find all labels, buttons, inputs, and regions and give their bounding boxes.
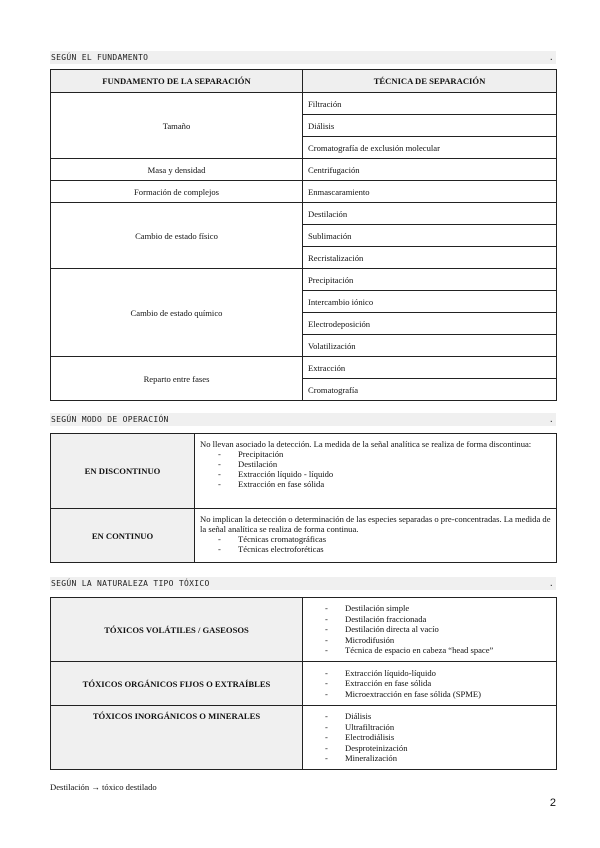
tipo-cell: TÓXICOS INORGÁNICOS O MINERALES (51, 706, 303, 770)
column-header-fundamento: FUNDAMENTO DE LA SEPARACIÓN (51, 70, 303, 93)
tipo-cell: TÓXICOS VOLÁTILES / GASEOSOS (51, 598, 303, 662)
list-item: - Destilación directa al vacío (325, 624, 551, 634)
list-item: - Destilación fraccionada (325, 614, 551, 624)
item-list (218, 449, 551, 489)
list-item: - Ultrafiltración (325, 722, 551, 732)
fundamento-cell: Reparto entre fases (51, 357, 303, 401)
descripcion-text: No implican la detección o determinación de las especies separadas o pre-concentradas. La medida de la señal analítica se realiza de forma continua. (200, 514, 551, 534)
tecnicas-cell (303, 662, 557, 706)
descripcion-cell (195, 509, 557, 563)
section-title: SEGÚN LA NATURALEZA TIPO TÓXICO (51, 579, 210, 588)
tecnica-cell: Filtración (303, 93, 557, 115)
list-item: - Extracción líquido-líquido (325, 668, 551, 678)
table-row (51, 203, 557, 225)
table-row (51, 357, 557, 379)
descripcion-cell (195, 434, 557, 509)
list-item: - Técnicas cromatográficas (218, 534, 551, 544)
tecnica-cell: Recristalización (303, 247, 557, 269)
tecnica-cell: Diálisis (303, 115, 557, 137)
list-item: - Destilación (218, 459, 551, 469)
list-item: - Extracción líquido - líquido (218, 469, 551, 479)
section-header-modo-operacion (50, 413, 556, 426)
item-list (218, 534, 551, 554)
tipo-cell: TÓXICOS ORGÁNICOS FIJOS O EXTRAÍBLES (51, 662, 303, 706)
tecnica-cell: Intercambio iónico (303, 291, 557, 313)
fundamento-cell: Tamaño (51, 93, 303, 159)
tecnica-cell: Precipitación (303, 269, 557, 291)
tecnicas-cell (303, 598, 557, 662)
table-row (51, 181, 557, 203)
fundamento-cell: Cambio de estado químico (51, 269, 303, 357)
tecnicas-cell (303, 706, 557, 770)
list-item: - Extracción en fase sólida (218, 479, 551, 489)
page-number: 2 (549, 797, 556, 809)
descripcion-text: No llevan asociado la detección. La medida de la señal analítica se realiza de forma discontinua: (200, 439, 532, 449)
section-header-fundamento (50, 51, 556, 64)
list-item: - Técnicas electroforéticas (218, 544, 551, 554)
section-dot: . (548, 53, 554, 62)
section-dot: . (548, 579, 554, 588)
list-item: - Diálisis (325, 711, 551, 721)
table-row (51, 706, 557, 770)
tecnica-cell: Electrodeposición (303, 313, 557, 335)
section-dot: . (548, 415, 554, 424)
section-header-tipo-toxico (50, 577, 556, 590)
tecnica-cell: Destilación (303, 203, 557, 225)
footnote: Destilación → tóxico destilado (50, 782, 157, 792)
item-list (325, 603, 551, 655)
list-item: - Mineralización (325, 753, 551, 763)
list-item: - Precipitación (218, 449, 551, 459)
table-row (51, 509, 557, 563)
tecnica-cell: Extracción (303, 357, 557, 379)
modo-operacion-table (50, 433, 557, 563)
table-row (51, 662, 557, 706)
table-row (51, 598, 557, 662)
fundamento-table (50, 69, 557, 401)
section-title: SEGÚN EL FUNDAMENTO (51, 53, 149, 62)
list-item: - Microextracción en fase sólida (SPME) (325, 689, 551, 699)
column-header-tecnica: TÉCNICA DE SEPARACIÓN (303, 70, 557, 93)
modo-cell: EN DISCONTINUO (51, 434, 195, 509)
modo-cell: EN CONTINUO (51, 509, 195, 563)
fundamento-cell: Masa y densidad (51, 159, 303, 181)
tecnica-cell: Enmascaramiento (303, 181, 557, 203)
tipo-toxico-table (50, 597, 557, 770)
list-item: - Desproteinización (325, 743, 551, 753)
table-row (51, 93, 557, 115)
tecnica-cell: Sublimación (303, 225, 557, 247)
fundamento-cell: Cambio de estado físico (51, 203, 303, 269)
table-row (51, 269, 557, 291)
fundamento-cell: Formación de complejos (51, 181, 303, 203)
item-list (325, 668, 551, 699)
list-item: - Destilación simple (325, 603, 551, 613)
list-item: - Electrodiálisis (325, 732, 551, 742)
tecnica-cell: Cromatografía (303, 379, 557, 401)
tecnica-cell: Volatilización (303, 335, 557, 357)
table-row (51, 434, 557, 509)
table-row (51, 159, 557, 181)
list-item: - Extracción en fase sólida (325, 678, 551, 688)
section-title: SEGÚN MODO DE OPERACIÓN (51, 415, 169, 424)
item-list (325, 711, 551, 763)
tecnica-cell: Cromatografía de exclusión molecular (303, 137, 557, 159)
tecnica-cell: Centrifugación (303, 159, 557, 181)
list-item: - Técnica de espacio en cabeza “head space” (325, 645, 551, 655)
list-item: - Microdifusión (325, 635, 551, 645)
table-header-row (51, 70, 557, 93)
